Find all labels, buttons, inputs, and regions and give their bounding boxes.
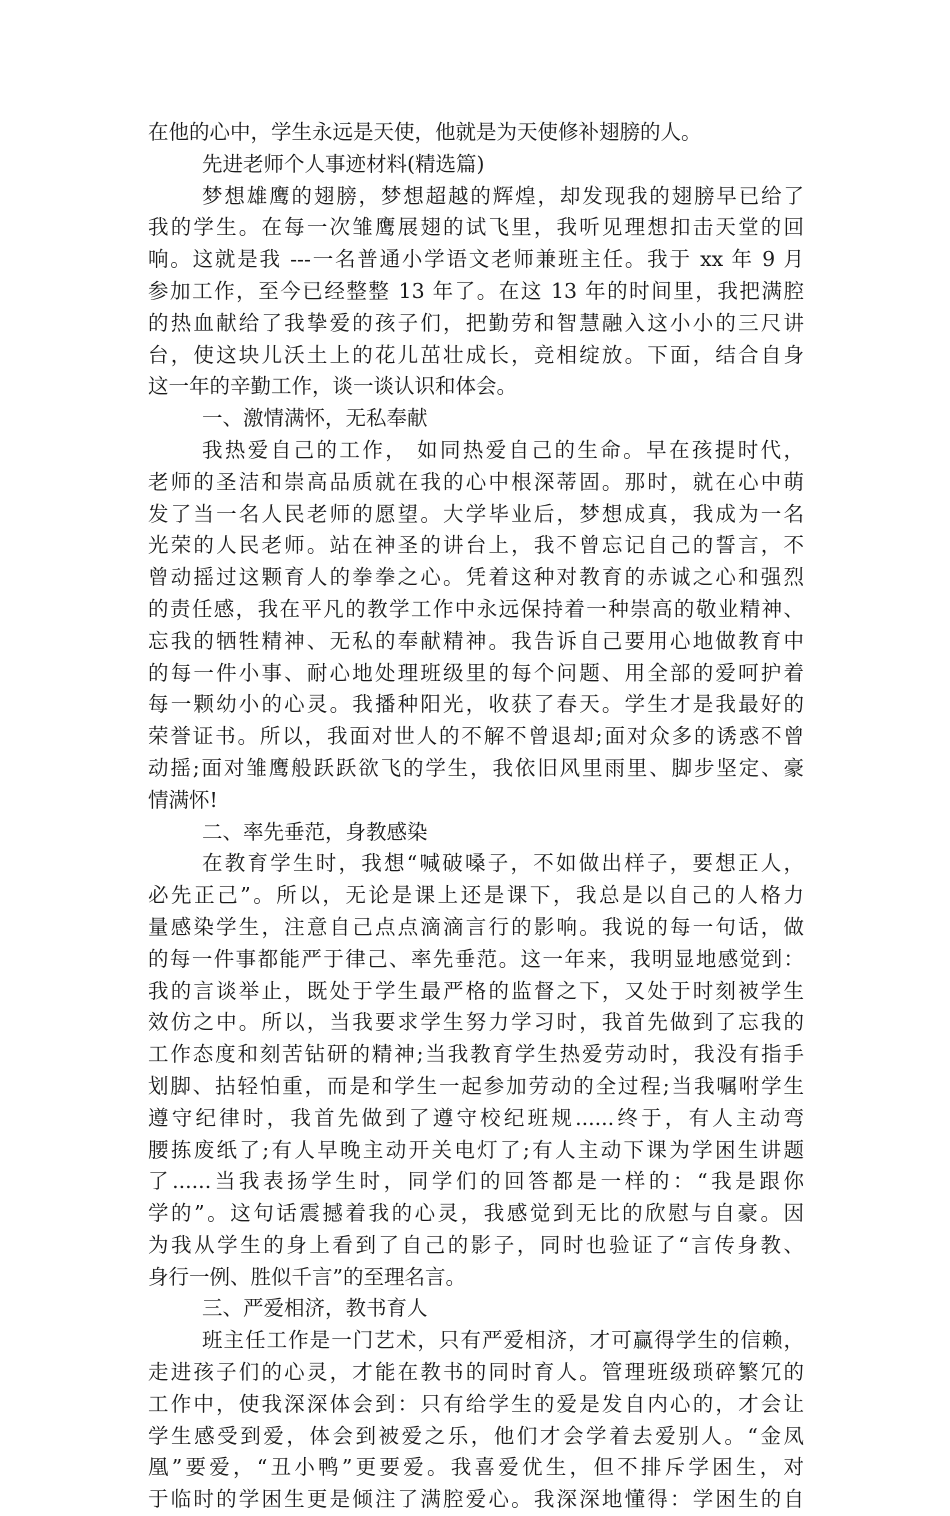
document-body bbox=[148, 117, 804, 1516]
text-line: 二、率先垂范，身教感染 bbox=[202, 819, 428, 844]
text-line: 量感染学生，注意自己点点滴滴言行的影响。我说的每一句话，做 bbox=[148, 914, 804, 939]
text-line: 忘我的牺牲精神、无私的奉献精神。我告诉自己要用心地做教育中 bbox=[148, 628, 804, 653]
text-line: 学的”。这句话震撼着我的心灵，我感觉到无比的欣慰与自豪。因 bbox=[148, 1201, 804, 1226]
text-line: 这一年的辛勤工作，谈一谈认识和体会。 bbox=[148, 374, 517, 399]
text-line: 情满怀! bbox=[148, 787, 218, 812]
text-line: 学生感受到爱，体会到被爱之乐，他们才会学着去爱别人。“金凤 bbox=[148, 1423, 804, 1448]
text-line: 的每一件小事、耐心地处理班级里的每个问题、用全部的爱呵护着 bbox=[148, 660, 804, 685]
text-line: 腰拣废纸了;有人早晚主动开关电灯了;有人主动下课为学困生讲题 bbox=[148, 1137, 804, 1162]
text-line: 的热血献给了我挚爱的孩子们，把勤劳和智慧融入这小小的三尺讲 bbox=[148, 310, 804, 335]
text-line: 班主任工作是一门艺术，只有严爱相济，才可赢得学生的信赖， bbox=[202, 1328, 804, 1353]
text-line: 先进老师个人事迹材料(精选篇) bbox=[202, 151, 485, 176]
text-line: 参加工作，至今已经整整 13 年了。在这 13 年的时间里，我把满腔 bbox=[148, 278, 804, 303]
text-line: 划脚、拈轻怕重，而是和学生一起参加劳动的全过程;当我嘱咐学生 bbox=[148, 1073, 804, 1098]
text-line: 工作中，使我深深体会到：只有给学生的爱是发自内心的，才会让 bbox=[148, 1391, 804, 1416]
text-line: 走进孩子们的心灵，才能在教书的同时育人。管理班级琐碎繁冗的 bbox=[148, 1360, 804, 1385]
text-line: 发了当一名人民老师的愿望。大学毕业后，梦想成真，我成为一名 bbox=[148, 501, 804, 526]
text-line: 效仿之中。所以，当我要求学生努力学习时，我首先做到了忘我的 bbox=[148, 1010, 804, 1035]
text-line: 一、激情满怀，无私奉献 bbox=[202, 406, 428, 431]
text-line: 于临时的学困生更是倾注了满腔爱心。我深深地懂得：学困生的自 bbox=[148, 1487, 804, 1512]
text-line: 曾动摇过这颗育人的拳拳之心。凭着这种对教育的赤诚之心和强烈 bbox=[148, 565, 804, 590]
text-line: 了......当我表扬学生时，同学们的回答都是一样的：“我是跟你 bbox=[148, 1169, 804, 1194]
text-line: 光荣的人民老师。站在神圣的讲台上，我不曾忘记自己的誓言，不 bbox=[148, 533, 804, 558]
text-line: 在他的心中，学生永远是天使，他就是为天使修补翅膀的人。 bbox=[148, 120, 702, 144]
text-line: 在教育学生时，我想“喊破嗓子，不如做出样子，要想正人， bbox=[202, 851, 804, 876]
text-line: 我热爱自己的工作， 如同热爱自己的生命。早在孩提时代， bbox=[202, 437, 804, 462]
text-line: 每一颗幼小的心灵。我播种阳光，收获了春天。学生才是我最好的 bbox=[148, 692, 804, 717]
text-line: 老师的圣洁和崇高品质就在我的心中根深蒂固。那时，就在心中萌 bbox=[148, 469, 804, 494]
text-line: 的责任感，我在平凡的教学工作中永远保持着一种崇高的敬业精神、 bbox=[148, 596, 804, 621]
text-line: 遵守纪律时，我首先做到了遵守校纪班规......终于，有人主动弯 bbox=[148, 1105, 804, 1130]
text-line: 三、严爱相济，教书育人 bbox=[202, 1296, 428, 1321]
text-line: 工作态度和刻苦钻研的精神;当我教育学生热爱劳动时，我没有指手 bbox=[148, 1042, 804, 1067]
text-line: 动摇;面对雏鹰般跃跃欲飞的学生，我依旧风里雨里、脚步坚定、豪 bbox=[148, 755, 804, 780]
text-line: 必先正己”。所以，无论是课上还是课下，我总是以自己的人格力 bbox=[148, 883, 804, 908]
text-line: 身行一例、胜似千言”的至理名言。 bbox=[148, 1264, 466, 1289]
text-line: 台，使这块儿沃土上的花儿茁壮成长，竞相绽放。下面，结合自身 bbox=[148, 342, 804, 367]
text-line: 我的学生。在每一次雏鹰展翅的试飞里，我听见理想扣击天堂的回 bbox=[148, 215, 804, 240]
text-line: 为我从学生的身上看到了自己的影子，同时也验证了“言传身教、 bbox=[148, 1232, 804, 1257]
text-line: 荣誉证书。所以，我面对世人的不解不曾退却;面对众多的诱惑不曾 bbox=[148, 724, 804, 749]
text-line: 凰”要爱，“丑小鸭”更要爱。我喜爱优生，但不排斥学困生，对 bbox=[148, 1455, 804, 1480]
text-line: 我的言谈举止，既处于学生最严格的监督之下，又处于时刻被学生 bbox=[148, 978, 804, 1003]
text-line: 的每一件事都能严于律己、率先垂范。这一年来，我明显地感觉到： bbox=[148, 946, 804, 971]
text-line: 梦想雄鹰的翅膀，梦想超越的辉煌，却发现我的翅膀早已给了 bbox=[202, 183, 804, 208]
text-line: 响。这就是我 ---一名普通小学语文老师兼班主任。我于 xx 年 9 月 bbox=[148, 247, 804, 272]
